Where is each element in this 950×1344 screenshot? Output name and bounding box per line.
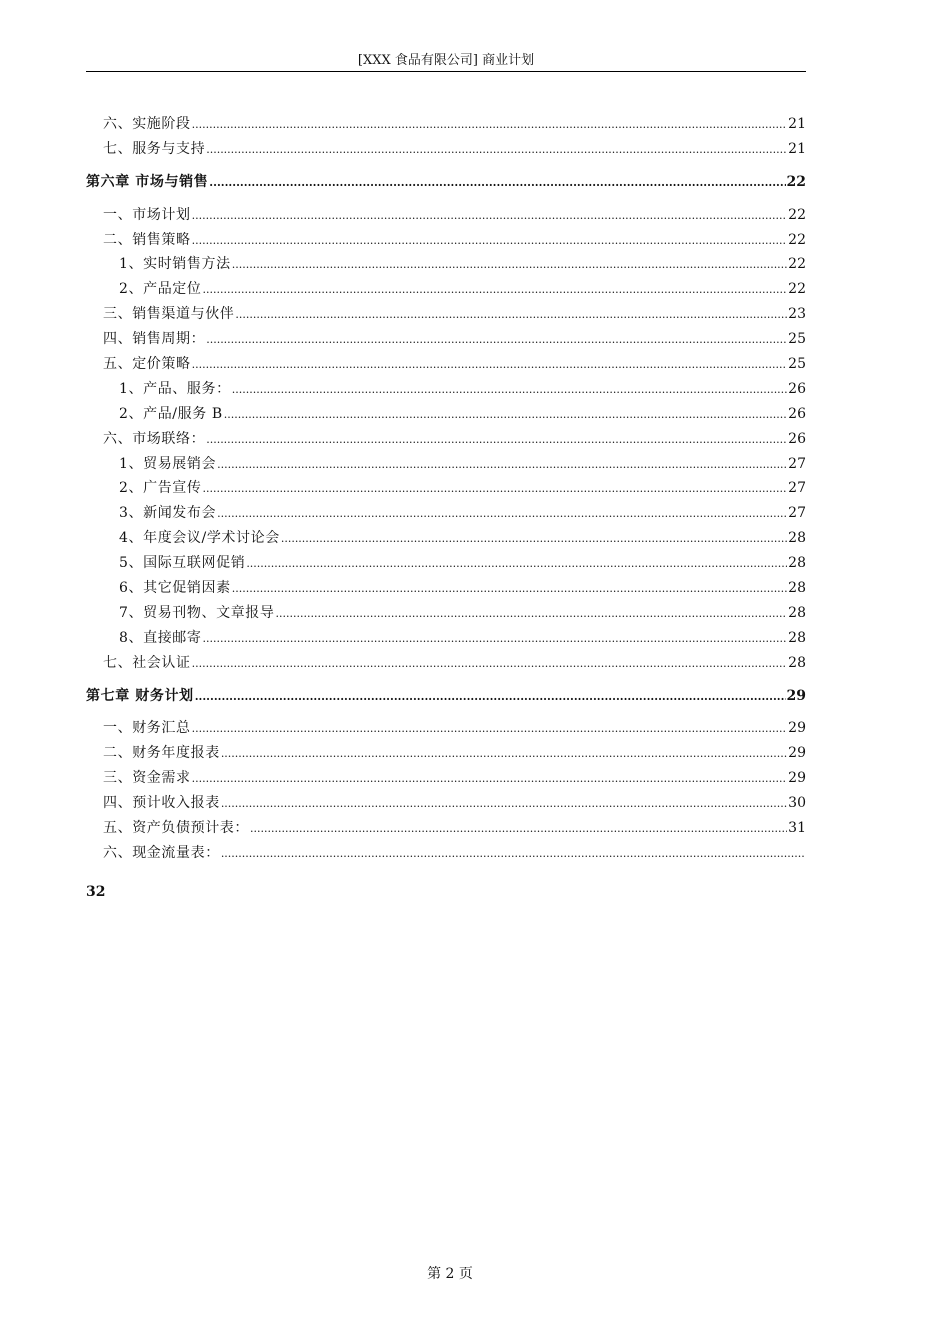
toc-entry-title: 五、资产负债预计表： <box>103 820 249 837</box>
toc-dot-leader <box>276 602 788 627</box>
toc-entry-title: 8、直接邮寄 <box>119 629 202 646</box>
toc-entry-title: 二、财务年度报表 <box>103 745 220 762</box>
toc-entry-page: 27 <box>788 480 806 497</box>
toc-entry[interactable] <box>86 741 806 766</box>
toc-entry[interactable] <box>86 551 806 576</box>
toc-entry-title: 六、实施阶段 <box>103 116 191 132</box>
toc-entry[interactable] <box>86 576 806 601</box>
toc-entry[interactable] <box>86 841 806 866</box>
toc-entry-title: 五、定价策略 <box>103 356 191 373</box>
toc-entry-title: 四、销售周期： <box>103 331 206 348</box>
toc-entry-title: 一、市场计划 <box>103 206 191 223</box>
toc-dot-leader <box>192 229 788 254</box>
toc-entry-title: 三、资金需求 <box>103 770 191 787</box>
toc-entry[interactable] <box>86 716 806 741</box>
toc-entry-title: 1、贸易展销会 <box>119 455 217 472</box>
toc-entry-page: 30 <box>788 795 806 812</box>
toc-entry-page: 23 <box>788 306 806 323</box>
toc-dot-leader <box>203 627 788 652</box>
toc-entry-page: 28 <box>788 654 806 671</box>
toc-dot-leader <box>235 303 787 328</box>
toc-entry-title: 六、市场联络： <box>103 430 206 447</box>
toc-entry-page: 22 <box>786 173 806 190</box>
toc-entry[interactable] <box>86 452 806 477</box>
toc-entry[interactable] <box>86 203 806 228</box>
toc-dot-leader <box>232 378 787 403</box>
toc-entry[interactable] <box>86 766 806 791</box>
toc-entry-title: 2、产品定位 <box>119 281 202 298</box>
toc-dot-leader <box>192 652 788 677</box>
toc-dot-leader <box>206 428 787 453</box>
page-footer: 第 2 页 <box>427 1266 473 1282</box>
toc-entry-page: 21 <box>788 116 806 132</box>
toc-entry[interactable] <box>86 816 806 841</box>
toc-dot-leader <box>203 278 788 303</box>
toc-entry-page: 28 <box>788 604 806 621</box>
toc-dot-leader <box>195 685 786 710</box>
toc-dot-leader <box>209 171 785 196</box>
toc-entry-title: 7、贸易刊物、文章报导 <box>119 604 275 621</box>
toc-entry[interactable] <box>86 526 806 551</box>
toc-entry-title: 2、产品/服务 B <box>119 405 223 422</box>
header-rule <box>86 71 806 72</box>
toc-entry[interactable] <box>86 651 806 676</box>
toc-chapter-entry[interactable] <box>86 684 806 709</box>
toc-entry-page: 31 <box>788 820 806 837</box>
toc-entry-title: 三、销售渠道与伙伴 <box>103 306 235 323</box>
toc-entry-page: 27 <box>788 505 806 522</box>
toc-entry-page: 22 <box>788 256 806 273</box>
table-of-contents <box>86 112 806 866</box>
toc-dot-leader <box>192 204 788 229</box>
toc-entry[interactable] <box>86 352 806 377</box>
toc-dot-leader <box>221 842 805 867</box>
toc-entry-title: 六、现金流量表： <box>103 844 220 861</box>
toc-dot-leader <box>281 527 787 552</box>
toc-entry-title: 七、服务与支持 <box>103 140 206 157</box>
toc-entry-page: 22 <box>788 281 806 298</box>
toc-entry[interactable] <box>86 626 806 651</box>
toc-entry[interactable] <box>86 302 806 327</box>
toc-entry-title: 第六章 市场与销售 <box>86 173 209 190</box>
toc-entry-title: 1、实时销售方法 <box>119 256 231 273</box>
toc-entry-page: 26 <box>788 380 806 397</box>
toc-entry[interactable] <box>86 402 806 427</box>
toc-entry[interactable] <box>86 277 806 302</box>
page-header: [XXX 食品有限公司] 商业计划 <box>357 53 535 68</box>
toc-entry[interactable] <box>86 377 806 402</box>
toc-entry-title: 6、其它促销因素 <box>119 580 231 597</box>
toc-entry-title: 四、预计收入报表 <box>103 795 220 812</box>
toc-entry-title: 2、广告宣传 <box>119 480 202 497</box>
toc-dot-leader <box>221 792 787 817</box>
toc-dot-leader <box>250 817 787 842</box>
toc-dot-leader <box>224 403 787 428</box>
toc-entry-page: 21 <box>788 140 806 157</box>
toc-dot-leader <box>206 138 787 163</box>
toc-entry-page: 26 <box>788 430 806 447</box>
toc-dot-leader <box>206 328 787 353</box>
toc-chapter-entry[interactable] <box>86 170 806 195</box>
toc-entry[interactable] <box>86 252 806 277</box>
toc-entry-page: 25 <box>788 356 806 373</box>
toc-entry-page: 27 <box>788 455 806 472</box>
toc-entry-page: 29 <box>788 770 806 787</box>
toc-dot-leader <box>217 453 787 478</box>
toc-entry-page: 28 <box>788 555 806 572</box>
toc-entry-title: 七、社会认证 <box>103 654 191 671</box>
toc-entry-title: 4、年度会议/学术讨论会 <box>119 530 280 547</box>
toc-entry-title: 3、新闻发布会 <box>119 505 217 522</box>
toc-dot-leader <box>203 477 788 502</box>
toc-entry[interactable] <box>86 501 806 526</box>
toc-entry-page: 28 <box>788 629 806 646</box>
toc-entry[interactable] <box>86 476 806 501</box>
toc-dot-leader <box>192 717 788 742</box>
toc-entry[interactable] <box>86 228 806 253</box>
toc-entry-page: 28 <box>788 530 806 547</box>
toc-dot-leader <box>192 353 788 378</box>
toc-entry[interactable] <box>86 137 806 162</box>
toc-dot-leader <box>232 253 787 278</box>
toc-entry[interactable] <box>86 601 806 626</box>
toc-entry-page: 29 <box>788 720 806 737</box>
toc-entry-page: 29 <box>786 687 806 704</box>
toc-entry-page: 29 <box>788 745 806 762</box>
toc-entry[interactable] <box>86 427 806 452</box>
toc-entry-page: 26 <box>788 405 806 422</box>
toc-entry-title: 1、产品、服务： <box>119 380 231 397</box>
toc-dot-leader <box>192 767 788 792</box>
toc-entry-title: 一、财务汇总 <box>103 720 191 737</box>
toc-entry-page: 25 <box>788 331 806 348</box>
toc-entry-page: 28 <box>788 580 806 597</box>
toc-dot-leader <box>217 502 787 527</box>
toc-entry-page: 22 <box>788 206 806 223</box>
toc-entry-title: 二、销售策略 <box>103 231 191 248</box>
toc-entry[interactable] <box>86 791 806 816</box>
toc-dot-leader <box>246 552 787 577</box>
toc-entry[interactable] <box>86 112 806 137</box>
toc-overflow-page-number: 32 <box>86 884 106 900</box>
toc-entry[interactable] <box>86 327 806 352</box>
toc-dot-leader <box>221 742 787 767</box>
toc-dot-leader <box>232 577 787 602</box>
toc-dot-leader <box>192 113 788 138</box>
toc-entry-title: 第七章 财务计划 <box>86 687 194 704</box>
toc-entry-title: 5、国际互联网促销 <box>119 555 246 572</box>
toc-entry-page: 22 <box>788 231 806 248</box>
